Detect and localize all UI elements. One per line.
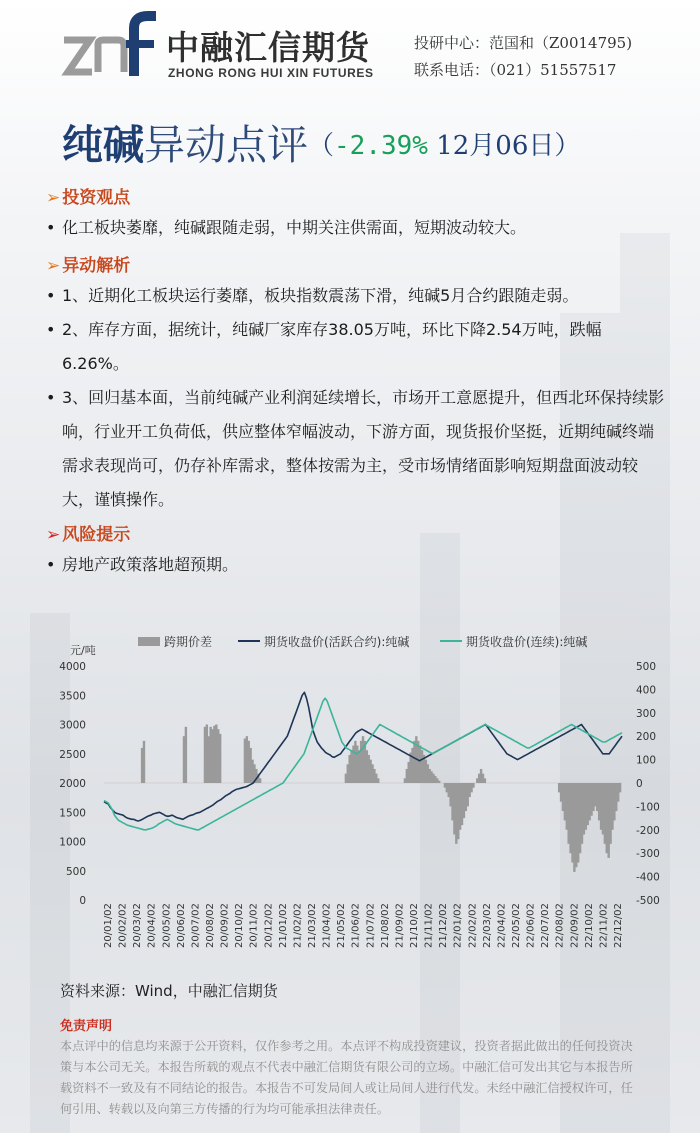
y-tick-left: 1000 <box>59 836 86 849</box>
x-tick-label: 22/04/02 <box>496 903 508 948</box>
legend-label-continuous: 期货收盘价(连续):纯碱 <box>466 635 588 649</box>
data-source: 资料来源：Wind，中融汇信期货 <box>60 982 278 1000</box>
spread-bar <box>472 783 474 788</box>
x-tick-label: 20/04/02 <box>146 903 158 948</box>
bullet-icon: • <box>46 555 56 574</box>
x-tick-label: 21/10/02 <box>409 903 420 948</box>
x-tick-label: 22/05/02 <box>511 903 522 948</box>
list-item: • 化工板块萎靡，纯碱跟随走弱，中期关注供需面，短期波动较大。 <box>46 211 666 245</box>
spread-bar <box>484 778 486 783</box>
arrow-icon: ➢ <box>46 188 61 208</box>
x-tick-label: 22/02/02 <box>467 903 479 948</box>
x-tick-label: 22/06/02 <box>525 903 537 948</box>
x-tick-label: 20/11/02 <box>248 903 260 948</box>
x-tick-label: 21/05/02 <box>336 903 348 948</box>
list-item: • 3、回归基本面，当前纯碱产业利润延续增长，市场开工意愿提升，但西北环保持续影响，行业开工负荷低，供应整体窄幅波动，下游方面，现货报价坚挺，近期纯碱终端需求表现尚可，仍存补库需求，整体按需为主，受市场情绪面影响短期盘面波动较大，谨慎操作。 <box>46 381 666 517</box>
x-tick-label: 20/05/02 <box>161 903 173 948</box>
x-tick-label: 20/02/02 <box>117 903 129 948</box>
title-paren: （ <box>308 131 335 161</box>
x-tick-label: 22/07/02 <box>540 903 552 948</box>
section-heading-analysis: ➢ 异动解析 <box>46 256 131 276</box>
logo-chinese-name: 中融汇信期货 <box>166 28 370 67</box>
list-item: • 2、库存方面，据统计，纯碱厂家库存38.05万吨，环比下降2.54万吨，跌幅6.26%。 <box>46 313 666 381</box>
bullet-icon: • <box>46 320 56 339</box>
x-tick-label: 21/12/02 <box>438 903 450 948</box>
x-tick-label: 22/01/02 <box>452 903 464 948</box>
title-product: 纯碱 <box>62 121 144 169</box>
bullet-icon: • <box>46 218 56 237</box>
spread-bar <box>438 781 440 783</box>
page-title <box>62 112 580 171</box>
y-tick-right: -300 <box>636 848 660 861</box>
y-tick-left: 0 <box>79 895 86 907</box>
y-tick-left: 3500 <box>59 690 86 703</box>
list-item: • 1、近期化工板块运行萎靡，板块指数震荡下滑，纯碱5月合约跟随走弱。 <box>46 279 666 313</box>
arrow-icon: ➢ <box>46 256 61 276</box>
y-tick-left: 2500 <box>59 748 86 761</box>
x-tick-label: 20/09/02 <box>219 903 231 948</box>
y-tick-right: 100 <box>636 754 657 767</box>
price-chart <box>52 628 660 958</box>
y-tick-right: 200 <box>636 731 657 744</box>
y-tick-right: 0 <box>636 778 643 790</box>
x-tick-label: 20/01/02 <box>103 903 114 948</box>
x-tick-label: 21/07/02 <box>365 903 377 948</box>
y-tick-right: 500 <box>636 661 657 673</box>
y-tick-left: 500 <box>65 865 86 878</box>
x-tick-label: 21/11/02 <box>423 903 435 948</box>
contact-info <box>414 30 632 84</box>
legend-label-active: 期货收盘价(活跃合约):纯碱 <box>264 635 410 649</box>
spread-bar <box>259 778 261 783</box>
title-subject: 异动点评 <box>144 121 308 169</box>
spread-bar <box>143 741 145 783</box>
x-tick-label: 21/06/02 <box>350 903 362 948</box>
y-tick-right: -100 <box>636 801 660 814</box>
y-tick-right: -500 <box>636 895 660 907</box>
x-tick-label: 21/01/02 <box>277 903 289 948</box>
x-tick-label: 22/03/02 <box>481 903 493 948</box>
y-tick-right: 300 <box>636 707 657 720</box>
x-tick-label: 21/08/02 <box>379 903 391 948</box>
y-tick-left: 2000 <box>59 778 86 790</box>
x-tick-label: 22/12/02 <box>613 903 624 948</box>
x-tick-label: 21/02/02 <box>292 903 304 948</box>
price-change: -2.39% <box>334 131 428 161</box>
arrow-icon: ➢ <box>46 525 61 545</box>
phone-line: 联系电话：（021）51557517 <box>414 61 617 79</box>
header <box>0 0 700 100</box>
y-tick-right: -400 <box>636 871 660 884</box>
logo-english-name: ZHONG RONG HUI XIN FUTURES <box>168 66 374 80</box>
title-date: 12月06日） <box>427 131 581 161</box>
x-tick-label: 20/03/02 <box>132 903 144 948</box>
x-tick-label: 22/11/02 <box>598 903 610 948</box>
disclaimer-title: 免责声明 <box>60 1019 113 1034</box>
list-item: • 房地产政策落地超预期。 <box>46 548 666 582</box>
company-logo-icon <box>62 10 158 80</box>
spread-bar <box>219 734 221 783</box>
x-tick-label: 21/09/02 <box>394 903 406 948</box>
analyst-line: 投研中心：范国和（Z0014795) <box>414 34 633 52</box>
disclaimer-body: 本点评中的信息均来源于公开资料，仅作参考之用。本点评不构成投资建议，投资者据此做出的任何投资决策与本公司无关。本报告所载的观点不代表中融汇信期货有限公司的立场。中融汇信可发出其它与本报告所载资料不一致及有不同结论的报告。本报告不可发局间人或让局间人进行代发。未经中融汇信授权许可，任何引用、转载以及向第三方传播的行为均可能承担法律责任。 <box>60 1039 633 1116</box>
spread-bar <box>619 783 621 792</box>
x-tick-label: 20/12/02 <box>263 903 275 948</box>
section-heading-view: ➢ 投资观点 <box>46 188 131 208</box>
spread-bar <box>185 727 187 783</box>
legend-label-spread: 跨期价差 <box>164 635 213 649</box>
y-tick-right: -200 <box>636 824 660 837</box>
x-tick-label: 21/03/02 <box>307 903 318 948</box>
y-tick-left: 3000 <box>59 719 86 732</box>
y-tick-right: 400 <box>636 684 657 697</box>
spread-bar <box>377 778 379 783</box>
x-tick-label: 21/04/02 <box>321 903 333 948</box>
x-tick-label: 22/08/02 <box>554 903 566 948</box>
x-tick-label: 20/06/02 <box>175 903 187 948</box>
x-tick-label: 22/09/02 <box>569 903 581 948</box>
section-heading-risk: ➢ 风险提示 <box>46 525 131 545</box>
bullet-icon: • <box>46 286 56 305</box>
x-tick-label: 20/10/02 <box>234 903 246 948</box>
x-tick-label: 20/08/02 <box>205 903 216 948</box>
y-tick-left: 1500 <box>59 807 86 820</box>
x-tick-label: 20/07/02 <box>190 903 202 948</box>
bullet-icon: • <box>46 388 56 407</box>
x-tick-label: 22/10/02 <box>583 903 595 948</box>
y-tick-left: 4000 <box>59 661 86 673</box>
y-axis-unit: 元/吨 <box>70 644 96 657</box>
